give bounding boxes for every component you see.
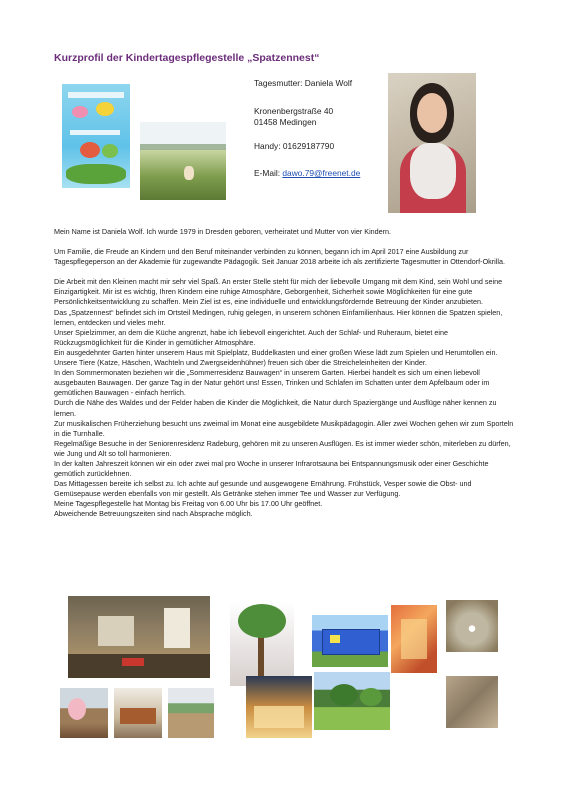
portrait-photo [388, 73, 476, 213]
body-paragraph: Unser Spielzimmer, an dem die Küche angrenzt, habe ich liebevoll eingerichtet. Auch der Schlaf- und Ruheraum, bietet eine Rückzugsmöglichkeit für die Kinder in gemütlicher Atmosphäre. [54, 327, 448, 347]
body-paragraph: Das Mittagessen bereite ich selbst zu. Ich achte auf gesunde und ausgewogene Ernährung. Frühstück, Vesper sowie die Obst- und Gemüsepause werden ebenfalls von mir gestellt. Als Getränke stehen immer Tee und Wasser zur Verfügung. [54, 479, 472, 499]
body-text [54, 227, 516, 520]
bird-collage-image [62, 84, 130, 188]
document-title: Kurzprofil der Kindertagespflegestelle „Spatzennest“ [54, 52, 320, 64]
body-paragraph: Meine Tagespflegestelle hat Montag bis Freitag von 6.00 Uhr bis 17.00 Uhr geöffnet. [54, 499, 323, 509]
phone-number: Handy: 01629187790 [254, 141, 335, 151]
street-address: Kronenbergstraße 40 [254, 106, 334, 116]
garden-photo [314, 672, 390, 730]
playroom-photo [68, 596, 210, 678]
body-paragraph: Abweichende Betreuungszeiten sind nach Absprache möglich. [54, 509, 253, 519]
play-corner-photo [168, 688, 214, 738]
intro-paragraph: Mein Name ist Daniela Wolf. Ich wurde 1979 in Dresden geboren, verheiratet und Mutter von vier Kindern. [54, 227, 392, 236]
body-paragraph: Ein ausgedehnter Garten hinter unserem Haus mit Spielplatz, Buddelkasten und einer großen Wiese lädt zum Spielen und Herumtollen ein. Unsere Tiere (Katze, Häschen, Wachteln und Zwergseidenhühner) freuen sich über die Streicheleinheiten der Kinder. [54, 347, 498, 368]
gravel-photo [446, 676, 498, 728]
body-paragraph: Zur musikalischen Früherziehung besucht uns zweimal im Monat eine ausgebildete Musikpädagogin. Aller zwei Wochen gehen wir zum Sporteln in die Turnhalle. [54, 418, 514, 438]
body-paragraph: Durch die Nähe des Waldes und der Felder haben die Kinder die Möglichkeit, die Natur durch Spaziergänge und Ausflüge näher kennen zu lernen. [54, 398, 497, 418]
email-line [254, 168, 360, 179]
wall-tree-photo [230, 588, 294, 686]
body-paragraph: In den Sommermonaten beziehen wir die „Sommerresidenz Bauwagen“ in unserem Garten. Hierbei handelt es sich um einen liebevoll ausgebauten Bauwagen. Der ganze Tag in der Natur gehört uns! Essen, Trinken und Schlafen im Schatten unter dem Apfelbaum oder im gemütlichen Bauwagen - einfach herrlich. [54, 368, 490, 398]
kitchen-photo [60, 688, 108, 738]
body-paragraph: Das „Spatzennest“ befindet sich im Ortsteil Medingen, ruhig gelegen, in unserem schönen Einfamilienhaus. Hier können die Spatzen spielen, lernen, entdecken und vieles mehr. [54, 307, 503, 327]
city-address: 01458 Medingen [254, 117, 317, 127]
nook-photo [114, 688, 162, 738]
rabbit-photo [446, 600, 498, 652]
training-paragraph: Um Familie, die Freude an Kindern und den Beruf miteinander verbinden zu können, begann ich im April 2017 eine Ausbildung zur Tagespflegeperson an der Akademie für zugewandte Pädagogik. Seit Januar 2018 arbeite ich als zertifizierte Tagesmutter in Ottendorf-Okrilla. [54, 247, 505, 267]
mother-name: Tagesmutter: Daniela Wolf [254, 78, 353, 88]
body-paragraph: Regelmäßige Besuche in der Seniorenresidenz Radeburg, gehören mit zu unseren Ausflügen. Es ist immer wieder schön, miterleben zu dürfen, wie Jung und Alt so toll harmonieren. [54, 438, 511, 458]
light-table-photo [246, 676, 312, 738]
sauna-photo [391, 605, 437, 673]
email-label: E-Mail: [254, 168, 283, 178]
body-paragraph: In der kalten Jahreszeit können wir ein oder zwei mal pro Woche in unserer Infrarotsauna bei Entspannungsmusik oder einer Geschichte gemütlich zurücklehnen. [54, 458, 489, 479]
trailer-photo [312, 615, 388, 667]
field-photo [140, 122, 226, 200]
body-paragraph: Die Arbeit mit den Kleinen macht mir sehr viel Spaß. An erster Stelle steht für mich der liebevolle Umgang mit dem Kind, sein Wohl und seine Einzigartigkeit. Mir ist es wichtig, Ihren Kindern eine ruhige Atmosphäre, Geborgenheit, Sicherheit sowie Möglichkeiten für eine gute Persönlichkeitsentwicklung zu schaffen. Mein Ziel ist es, eine individuelle und entwicklungsfördernde Betreuung der Kinder anzubieten. [54, 277, 503, 307]
email-link[interactable]: dawo.79@freenet.de [282, 168, 361, 178]
